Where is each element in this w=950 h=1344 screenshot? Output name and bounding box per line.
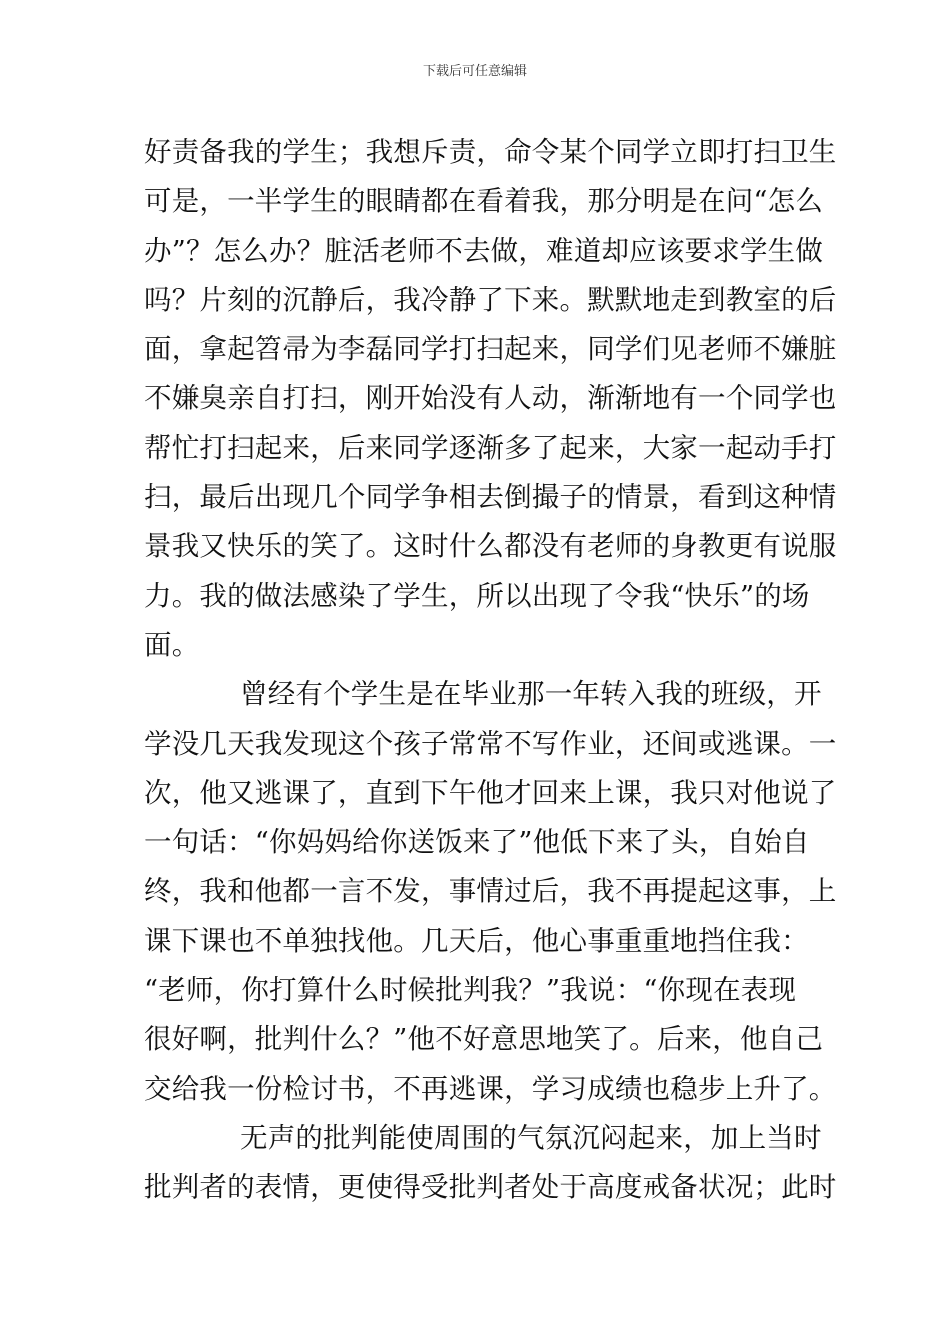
text-line: 课下课也不单独找他。几天后，他心事重重地挡住我： <box>144 924 809 957</box>
text-line: 学没几天我发现这个孩子常常不写作业，还间或逃课。一 <box>144 727 837 760</box>
text-line: 办”？怎么办？脏活老师不去做，难道却应该要求学生做 <box>144 234 824 267</box>
text-line: 力。我的做法感染了学生，所以出现了令我“快乐”的场 <box>144 579 810 612</box>
page-header: 下载后可任意编辑 <box>422 64 527 79</box>
text-line: 批判者的表情，更使得受批判者处于高度戒备状况；此时 <box>144 1171 837 1204</box>
text-line: 可是，一半学生的眼睛都在看着我，那分明是在问“怎么 <box>144 185 824 218</box>
paragraph-3 <box>144 1114 837 1213</box>
text-line: 景我又快乐的笑了。这时什么都没有老师的身教更有说服 <box>144 530 837 563</box>
text-line: 终，我和他都一言不发，事情过后，我不再提起这事，上 <box>144 875 837 908</box>
text-line: 很好啊，批判什么？”他不好意思地笑了。后来，他自己 <box>144 1023 824 1056</box>
text-line: 面。 <box>144 628 200 661</box>
text-line: 次，他又逃课了，直到下午他才回来上课，我只对他说了 <box>144 776 837 809</box>
text-line: 吗？片刻的沉静后，我冷静了下来。默默地走到教室的后 <box>144 283 837 316</box>
text-line: 不嫌臭亲自打扫，刚开始没有人动，渐渐地有一个同学也 <box>144 382 837 415</box>
paragraph-2 <box>144 670 837 1114</box>
text-line-indented: 无声的批判能使周围的气氛沉闷起来，加上当时 <box>240 1121 822 1154</box>
text-line: 面，拿起笤帚为李磊同学打扫起来，同学们见老师不嫌脏 <box>144 333 837 366</box>
text-line-indented: 曾经有个学生是在毕业那一年转入我的班级，开 <box>240 678 822 711</box>
text-line: 一句话：“你妈妈给你送饭来了”他低下来了头，自始自 <box>144 826 810 859</box>
paragraph-1 <box>144 128 837 670</box>
text-line: 好责备我的学生；我想斥责，命令某个同学立即打扫卫生 <box>144 136 837 168</box>
document-body <box>144 128 837 1213</box>
text-line: 扫，最后出现几个同学争相去倒撮子的情景，看到这种情 <box>144 481 837 514</box>
text-line: 交给我一份检讨书，不再逃课，学习成绩也稳步上升了。 <box>144 1072 837 1105</box>
text-line: 帮忙打扫起来，后来同学逐渐多了起来，大家一起动手打 <box>144 431 837 464</box>
text-line: “老师，你打算什么时候批判我？”我说：“你现在表现 <box>144 974 797 1007</box>
